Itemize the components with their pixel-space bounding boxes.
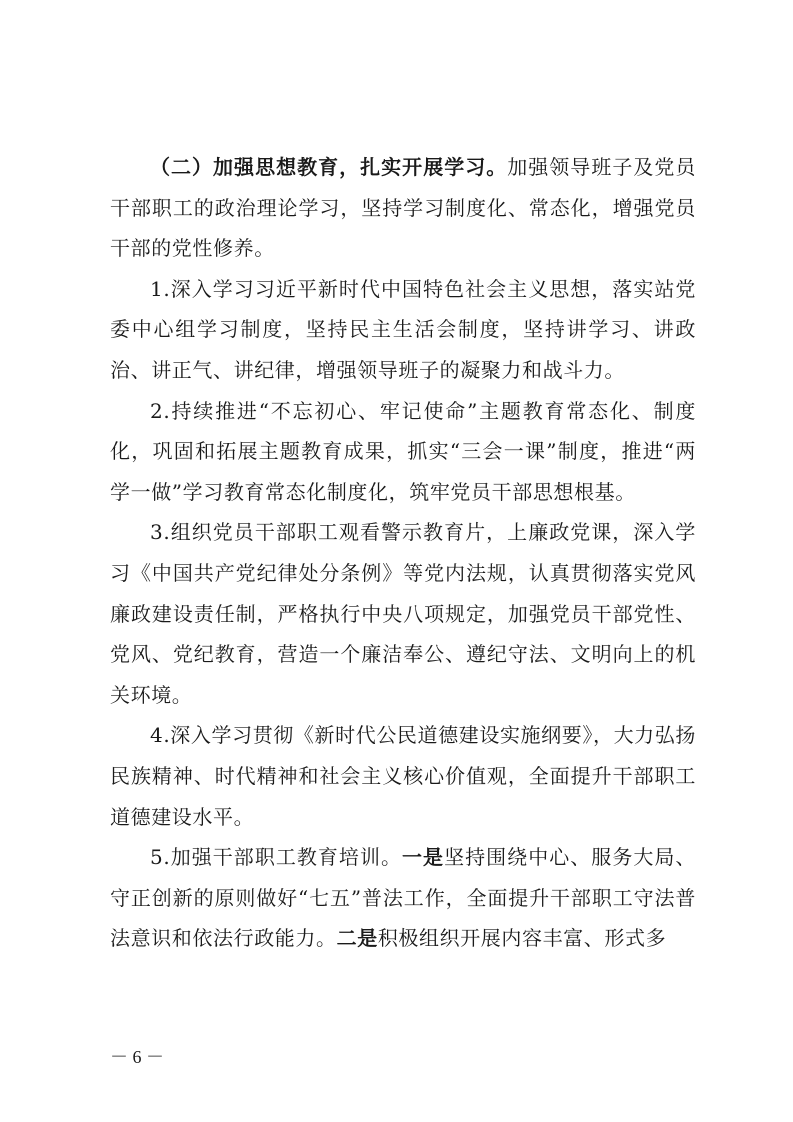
paragraph-section-2 [110,147,696,269]
document-body [110,147,696,959]
item5-second-label: 二是 [336,926,378,951]
list-item-5 [110,837,696,959]
item5-second-text: 积极组织开展内容丰富、形式多 [377,926,667,951]
page-number: － 6 － [110,1047,164,1067]
list-item-2: 2.持续推进“不忘初心、牢记使命”主题教育常态化、制度化，巩固和拓展主题教育成果，抓实“三会一课”制度，推进“两学一做”学习教育常态化制度化，筑牢党员干部思想根基。 [110,398,696,504]
list-item-1: 1.深入学习习近平新时代中国特色社会主义思想，落实站党委中心组学习制度，坚持民主生活会制度，坚持讲学习、讲政治、讲正气、讲纪律，增强领导班子的凝聚力和战斗力。 [110,276,696,382]
item5-lead: 5.加强干部职工教育培训。 [150,845,403,870]
item5-first-text: 坚持围绕中心、服务大局、守正创新的原则做好“七五”普法工作，全面提升干部职工守法普法意识和依法行政能力。 [110,845,697,951]
section-heading: （二）加强思想教育，扎实开展学习。 [150,155,508,179]
list-item-3: 3.组织党员干部职工观看警示教育片，上廉政党课，深入学习《中国共产党纪律处分条例》等党内法规，认真贯彻落实党风廉政建设责任制，严格执行中央八项规定，加强党员干部党性、党风、党纪教育，营造一个廉洁奉公、遵纪守法、文明向上的机关环境。 [110,520,696,707]
section-intro: 加强领导班子及党员干部职工的政治理论学习，坚持学习制度化、常态化，增强党员干部的党性修养。 [110,155,696,261]
item5-first-label: 一是 [402,845,445,870]
list-item-4: 4.深入学习贯彻《新时代公民道德建设实施纲要》，大力弘扬民族精神、时代精神和社会主义核心价值观，全面提升干部职工道德建设水平。 [110,723,696,829]
